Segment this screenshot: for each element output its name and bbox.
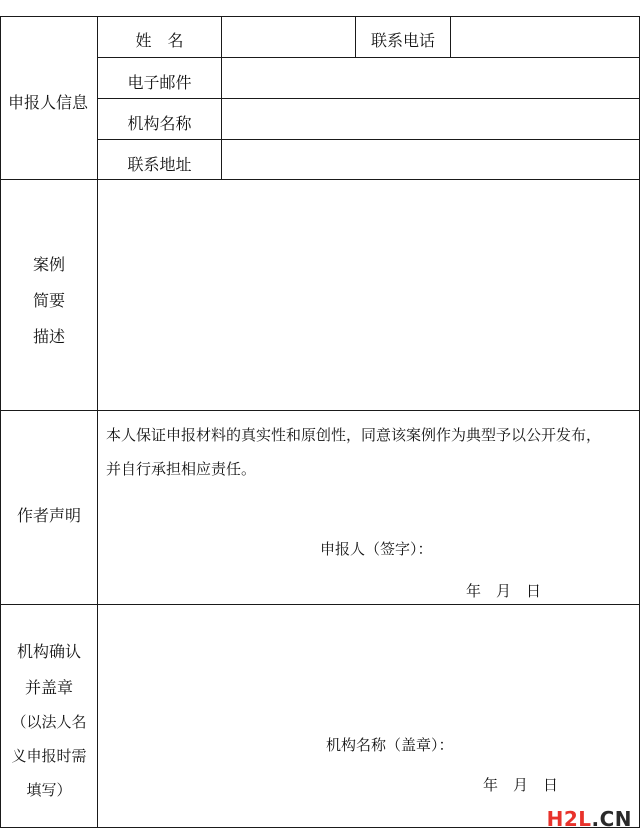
org-confirm-note-line-1: （以法人名	[11, 713, 87, 731]
table-border-left	[0, 16, 1, 828]
case-description-field[interactable]	[99, 181, 638, 409]
watermark-logo	[547, 807, 632, 831]
applicant-section-label: 申报人信息	[8, 93, 89, 112]
org-name-field[interactable]	[223, 100, 638, 138]
seal-field[interactable]	[458, 726, 628, 756]
field-column-divider	[221, 16, 222, 180]
row-divider	[97, 139, 640, 140]
name-field[interactable]	[223, 18, 354, 56]
signature-label: 申报人（签字）：	[320, 540, 433, 558]
table-border-top	[0, 16, 640, 17]
watermark-h2l: H2L	[546, 807, 592, 831]
case-label-line-3: 描述	[32, 327, 65, 346]
org-confirm-label-line-1: 机构确认	[16, 642, 81, 661]
signature-field[interactable]	[448, 532, 628, 560]
phone-value-divider	[450, 16, 451, 58]
org-date-label: 年 月 日	[483, 776, 559, 794]
phone-field[interactable]	[452, 18, 638, 56]
seal-label: 机构名称（盖章）：	[326, 736, 454, 754]
row-divider	[97, 57, 640, 58]
watermark-cn: .CN	[591, 807, 632, 831]
name-label: 姓 名	[135, 31, 184, 50]
table-border-bottom	[0, 827, 640, 828]
case-label-line-2: 简要	[32, 291, 65, 310]
case-label-line-1: 案例	[32, 255, 65, 274]
statement-text-line-1: 本人保证申报材料的真实性和原创性，同意该案例作为典型予以公开发布，	[106, 426, 602, 444]
section-divider	[0, 410, 640, 411]
email-label: 电子邮件	[127, 73, 192, 92]
org-confirm-note-line-3: 填写）	[26, 781, 72, 799]
address-field[interactable]	[223, 141, 638, 178]
author-date-label: 年 月 日	[466, 582, 542, 600]
label-column-divider	[97, 16, 98, 828]
address-label: 联系地址	[127, 155, 192, 174]
statement-text-line-2: 并自行承担相应责任。	[106, 460, 257, 478]
org-name-label: 机构名称	[127, 114, 192, 133]
section-divider	[0, 604, 640, 605]
org-confirm-note-line-2: 义申报时需	[11, 747, 87, 765]
author-statement-label: 作者声明	[16, 506, 81, 525]
section-divider	[0, 179, 640, 180]
org-confirm-label-line-2: 并盖章	[24, 678, 73, 697]
email-field[interactable]	[223, 59, 638, 97]
phone-label: 联系电话	[370, 31, 435, 50]
row-divider	[97, 98, 640, 99]
